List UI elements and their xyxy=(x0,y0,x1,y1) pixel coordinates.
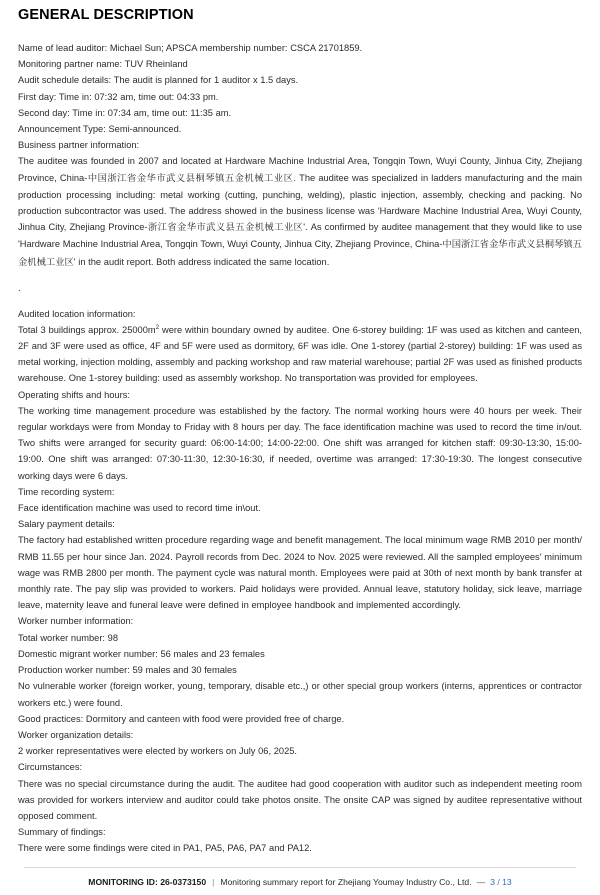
audited-location-paragraph xyxy=(18,322,582,387)
square-meter-superscript: 2 xyxy=(155,323,160,331)
bp-text-4: ' in the audit report. Both address indicated the same location. xyxy=(73,256,330,267)
business-partner-label: Business partner information: xyxy=(18,140,140,151)
bp-chinese-address-1: 中国浙江省金华市武义县桐琴镇五金机械工业区 xyxy=(87,172,294,184)
page-footer xyxy=(18,867,582,887)
circumstances-paragraph: There was no special circumstance during the audit. The auditee had good cooperation with auditor such as independent meeting room was provided for workers interview and auditor could take photos onsite. The onsite CAP was signed by auditee representative without opposed comment. xyxy=(18,778,582,821)
audited-location-text-2: were within boundary owned by auditee. One 6-storey building: 1F was used as kitchen and canteen, 2F and 3F were used as office, 4F and 5F were used as dormitory, 6F was idle. One 1-storey (partial 2-storey) building: 1F was used as metal working, injection molding, assembly and packing workshop and raw material warehouse; partial 2F was used as finished products warehouse. One 1-storey building: used as assembly workshop. No transportation was provided for employees. xyxy=(18,324,583,384)
announcement-type-line: Announcement Type: Semi-announced. xyxy=(18,124,182,135)
summary-of-findings-paragraph: There were some findings were cited in PA1, PA5, PA6, PA7 and PA12. xyxy=(18,843,312,854)
vulnerable-worker-paragraph: No vulnerable worker (foreign worker, young, temporary, disable etc.,) or other special group workers (interns, apprentices or contractor workers etc.) were found. xyxy=(18,681,582,708)
bp-text-1: The auditee was founded in 2007 and located at Hardware Machine Industrial Area, Tongqin Town, Wuyi County, Jinhua City, Zhejiang Province, China- xyxy=(18,156,582,183)
footer-separator: | xyxy=(212,877,215,887)
circumstances-label: Circumstances: xyxy=(18,762,83,773)
footer-monitoring-id: MONITORING ID: 26-0373150 xyxy=(88,877,207,887)
document-body xyxy=(18,40,582,857)
time-recording-paragraph: Face identification machine was used to record time in\out. xyxy=(18,503,261,514)
monitoring-partner-line: Monitoring partner name: TUV Rheinland xyxy=(18,59,188,70)
lead-auditor-line: Name of lead auditor: Michael Sun; APSCA membership number: CSCA 21701859. xyxy=(18,43,363,53)
footer-report-description: Monitoring summary report for Zhejiang Youmay Industry Co., Ltd. xyxy=(220,877,472,887)
first-day-line: First day: Time in: 07:32 am, time out: 04:33 pm. xyxy=(18,91,219,102)
worker-organization-paragraph: 2 worker representatives were elected by workers on July 06, 2025. xyxy=(18,746,298,757)
footer-content xyxy=(18,868,582,887)
total-worker-number: Total worker number: 98 xyxy=(18,632,119,643)
blank-dot-line: . xyxy=(18,283,21,294)
audited-location-text-1: Total 3 buildings approx. 25000m xyxy=(18,324,156,335)
operating-shifts-paragraph: The working time management procedure was established by the factory. The normal working hours were 40 hours per week. Their regular workdays were from Monday to Friday with 8 hours per day. The face identification machine was used to record the time in/out. Two shifts were arranged for security guard: 06:00-14:00; 14:00-22:00. One shift was arranged for kitchen staff: 09:30-13:30, 15:00-19:00. One shift was arranged: 07:30-11:30, 12:30-16:30, if needed, overtime was arranged: 17:30-19:30. The longest consecutive working days were 6 days. xyxy=(18,405,582,481)
bp-text-2: . The auditee was specialized in ladders manufacturing and the main production processing including: metal working (cutting, punching, welding), plastic injection, assembly, checking and packing. No production subcontractor was used. The address showed in the business license was 'Hardware Machine Industrial Area, Wuyi County, Jinhua City, Zhejiang Province- xyxy=(18,172,582,233)
bp-chinese-address-3: 中国浙江省金华市武义县桐琴镇五金机械工业区 xyxy=(18,239,582,268)
worker-number-label: Worker number information: xyxy=(18,616,134,627)
audited-location-label: Audited location information: xyxy=(18,308,136,319)
salary-payment-label: Salary payment details: xyxy=(18,519,115,530)
footer-page-number: 3 / 13 xyxy=(490,877,512,887)
good-practices-line: Good practices: Dormitory and canteen with food were provided free of charge. xyxy=(18,713,345,724)
second-day-line: Second day: Time in: 07:34 am, time out: 11:35 am. xyxy=(18,107,232,118)
footer-dash: — xyxy=(476,877,486,887)
operating-shifts-label: Operating shifts and hours: xyxy=(18,389,130,400)
worker-organization-label: Worker organization details: xyxy=(18,729,134,740)
page-title: GENERAL DESCRIPTION xyxy=(18,7,194,23)
production-worker-number: Production worker number: 59 males and 30 females xyxy=(18,665,237,676)
time-recording-label: Time recording system: xyxy=(18,486,115,497)
domestic-migrant-worker-number: Domestic migrant worker number: 56 males and 23 females xyxy=(18,648,265,659)
salary-payment-paragraph: The factory had established written procedure regarding wage and benefit management. The local minimum wage RMB 2010 per month/ RMB 11.55 per hour since Jan. 2024. Payroll records from Dec. 2024 to Nov. 2025 were reviewed. All the sampled employees' minimum wage was RMB 2800 per month. The payment cycle was natural month. Employees were paid at 30th of next month by bank transfer at monthly rate. The pay slip was provided to workers. Paid holidays were provided. Annual leave, statutory holiday, sick leave, marriage leave, maternity leave and funeral leave were defined in employee handbook and implemented accordingly. xyxy=(18,535,582,611)
audit-schedule-line: Audit schedule details: The audit is planned for 1 auditor x 1.5 days. xyxy=(18,75,299,86)
business-partner-paragraph xyxy=(18,153,582,270)
bp-text-3: '. As confirmed by auditee management that they would like to use 'Hardware Machine Industrial Area, Tongqin Town, Wuyi County, Jinhua City, Zhejiang Province, China- xyxy=(18,222,582,250)
summary-of-findings-label: Summary of findings: xyxy=(18,827,106,838)
bp-chinese-address-2: 浙江省金华市武义县五金机械工业区 xyxy=(147,222,304,234)
